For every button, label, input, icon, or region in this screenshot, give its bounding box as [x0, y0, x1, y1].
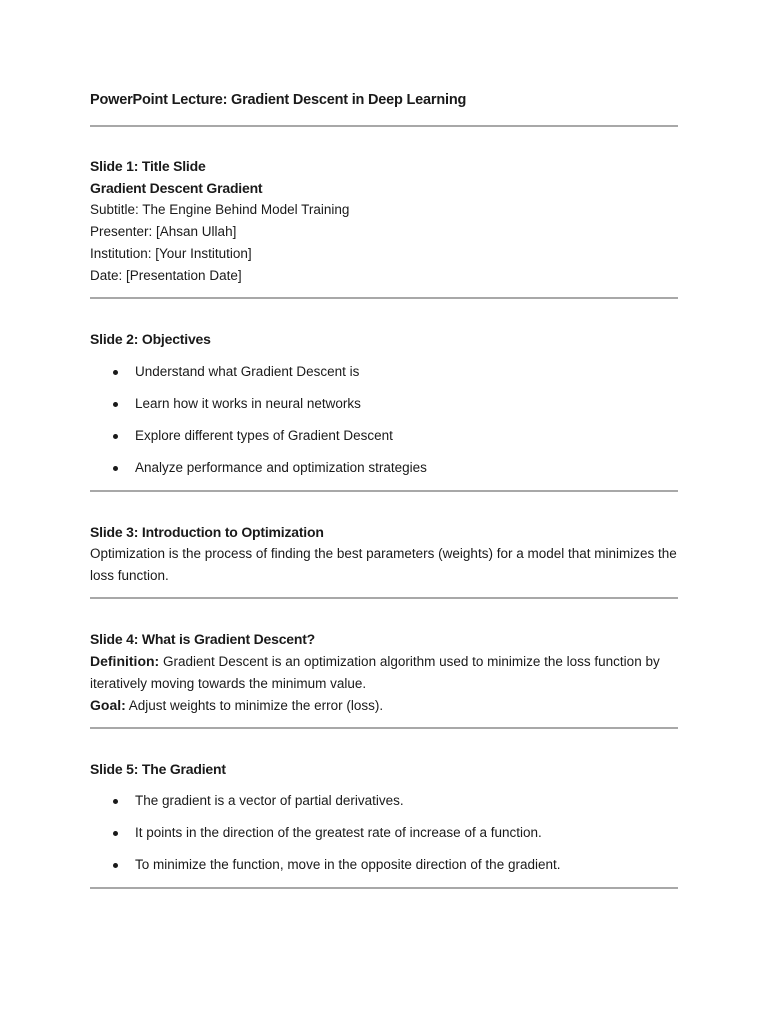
slide3-heading: Slide 3: Introduction to Optimization: [90, 524, 324, 540]
goal-label: Goal:: [90, 697, 126, 713]
divider: [90, 125, 678, 127]
goal-text: Adjust weights to minimize the error (loss).: [125, 698, 384, 713]
definition-label: Definition:: [90, 653, 160, 669]
bullet-icon: [113, 831, 118, 836]
list-item-text: Analyze performance and optimization strategies: [135, 460, 427, 475]
list-item-text: Explore different types of Gradient Descent: [135, 428, 393, 443]
divider: [90, 490, 678, 492]
slide1-title: Gradient Descent Gradient: [90, 180, 263, 196]
definition-text: Gradient Descent is an optimization algorithm used to minimize the loss function by iteratively moving towards the minimum value.: [90, 654, 660, 691]
bullet-icon: [113, 863, 118, 868]
bullet-icon: [113, 799, 118, 804]
slide5-heading: Slide 5: The Gradient: [90, 761, 226, 777]
slide1-heading: Slide 1: Title Slide: [90, 158, 206, 174]
bullet-icon: [113, 434, 118, 439]
divider: [90, 297, 678, 299]
slide4-goal: [90, 694, 680, 717]
document-title: PowerPoint Lecture: Gradient Descent in Deep Learning: [90, 92, 467, 108]
list-item-text: It points in the direction of the greatest rate of increase of a function.: [135, 825, 542, 840]
list-item-text: Learn how it works in neural networks: [135, 396, 361, 411]
slide4-heading: Slide 4: What is Gradient Descent?: [90, 631, 316, 647]
slide1-subtitle: Subtitle: The Engine Behind Model Training: [90, 202, 350, 217]
divider: [90, 887, 678, 889]
list-item-text: The gradient is a vector of partial derivatives.: [135, 793, 404, 808]
bullet-icon: [113, 466, 118, 471]
divider: [90, 597, 678, 599]
list-item-text: To minimize the function, move in the opposite direction of the gradient.: [135, 857, 561, 872]
divider: [90, 727, 678, 729]
bullet-icon: [113, 402, 118, 407]
slide2-heading: Slide 2: Objectives: [90, 331, 211, 347]
list-item-text: Understand what Gradient Descent is: [135, 364, 360, 379]
slide1-date: Date: [Presentation Date]: [90, 268, 242, 283]
slide1-presenter: Presenter: [Ahsan Ullah]: [90, 224, 237, 239]
slide4-definition: [90, 650, 680, 695]
bullet-icon: [113, 370, 118, 375]
slide3-body: Optimization is the process of finding the best parameters (weights) for a model that minimizes the loss function.: [90, 546, 677, 583]
slide1-institution: Institution: [Your Institution]: [90, 246, 252, 261]
